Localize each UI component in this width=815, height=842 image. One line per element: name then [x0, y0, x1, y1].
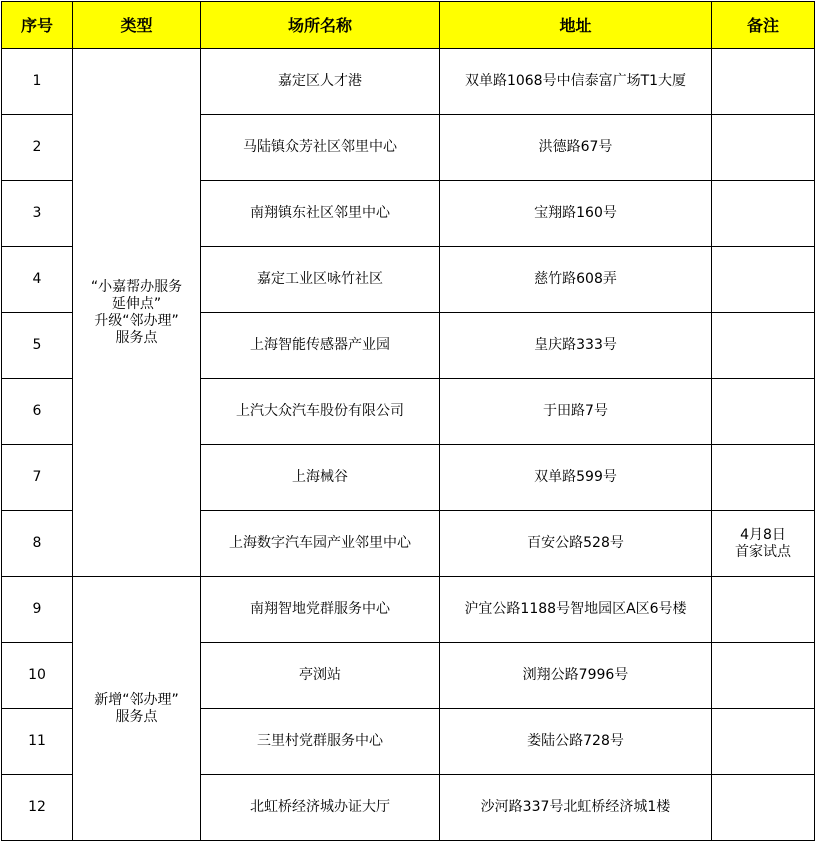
row-index: 7: [2, 445, 73, 511]
header-note: 备注: [712, 2, 815, 49]
header-venue: 场所名称: [201, 2, 440, 49]
row-venue: 南翔镇东社区邻里中心: [201, 181, 440, 247]
row-address: 沪宜公路1188号智地园区A区6号楼: [440, 577, 712, 643]
row-address: 浏翔公路7996号: [440, 643, 712, 709]
row-venue: 亭浏站: [201, 643, 440, 709]
row-venue: 嘉定工业区咏竹社区: [201, 247, 440, 313]
row-note: [712, 49, 815, 115]
row-address: 皇庆路333号: [440, 313, 712, 379]
row-venue: 上汽大众汽车股份有限公司: [201, 379, 440, 445]
row-address: 双单路1068号中信泰富广场T1大厦: [440, 49, 712, 115]
row-note: [712, 313, 815, 379]
row-note: [712, 115, 815, 181]
row-index: 4: [2, 247, 73, 313]
header-address: 地址: [440, 2, 712, 49]
category-line: 新增“邻办理”: [94, 691, 179, 708]
header-row: [2, 2, 815, 49]
row-note: [712, 445, 815, 511]
row-note: [712, 775, 815, 841]
row-address: 百安公路528号: [440, 511, 712, 577]
row-index: 10: [2, 643, 73, 709]
table-row: [2, 49, 815, 115]
row-index: 3: [2, 181, 73, 247]
row-venue: 南翔智地党群服务中心: [201, 577, 440, 643]
row-index: 11: [2, 709, 73, 775]
header-type: 类型: [73, 2, 201, 49]
row-address: 洪德路67号: [440, 115, 712, 181]
row-address: 于田路7号: [440, 379, 712, 445]
row-note: [712, 511, 815, 577]
row-index: 12: [2, 775, 73, 841]
row-note: [712, 247, 815, 313]
note-line: 首家试点: [735, 543, 791, 560]
row-venue: 嘉定区人才港: [201, 49, 440, 115]
category-line: 延伸点”: [111, 295, 162, 312]
row-address: 沙河路337号北虹桥经济城1楼: [440, 775, 712, 841]
row-venue: 上海智能传感器产业园: [201, 313, 440, 379]
row-venue: 马陆镇众芳社区邻里中心: [201, 115, 440, 181]
row-venue: 北虹桥经济城办证大厅: [201, 775, 440, 841]
category-line: 服务点: [115, 329, 158, 346]
table-row: [2, 577, 815, 643]
note-line: 4月8日: [740, 526, 786, 543]
row-address: 娄陆公路728号: [440, 709, 712, 775]
row-note: [712, 643, 815, 709]
row-note: [712, 577, 815, 643]
row-index: 1: [2, 49, 73, 115]
category-cell-upgrade: [73, 49, 201, 577]
row-address: 慈竹路608弄: [440, 247, 712, 313]
row-index: 6: [2, 379, 73, 445]
row-note: [712, 709, 815, 775]
row-address: 双单路599号: [440, 445, 712, 511]
category-cell-new: [73, 577, 201, 841]
row-venue: 三里村党群服务中心: [201, 709, 440, 775]
row-index: 9: [2, 577, 73, 643]
category-line: 服务点: [115, 708, 158, 725]
venue-table: [1, 1, 815, 841]
row-index: 2: [2, 115, 73, 181]
row-note: [712, 181, 815, 247]
row-index: 5: [2, 313, 73, 379]
header-index: 序号: [2, 2, 73, 49]
row-venue: 上海械谷: [201, 445, 440, 511]
row-note: [712, 379, 815, 445]
row-index: 8: [2, 511, 73, 577]
row-venue: 上海数字汽车园产业邻里中心: [201, 511, 440, 577]
row-address: 宝翔路160号: [440, 181, 712, 247]
category-line: “小嘉帮办服务: [90, 278, 183, 295]
category-line: 升级“邻办理”: [94, 312, 179, 329]
